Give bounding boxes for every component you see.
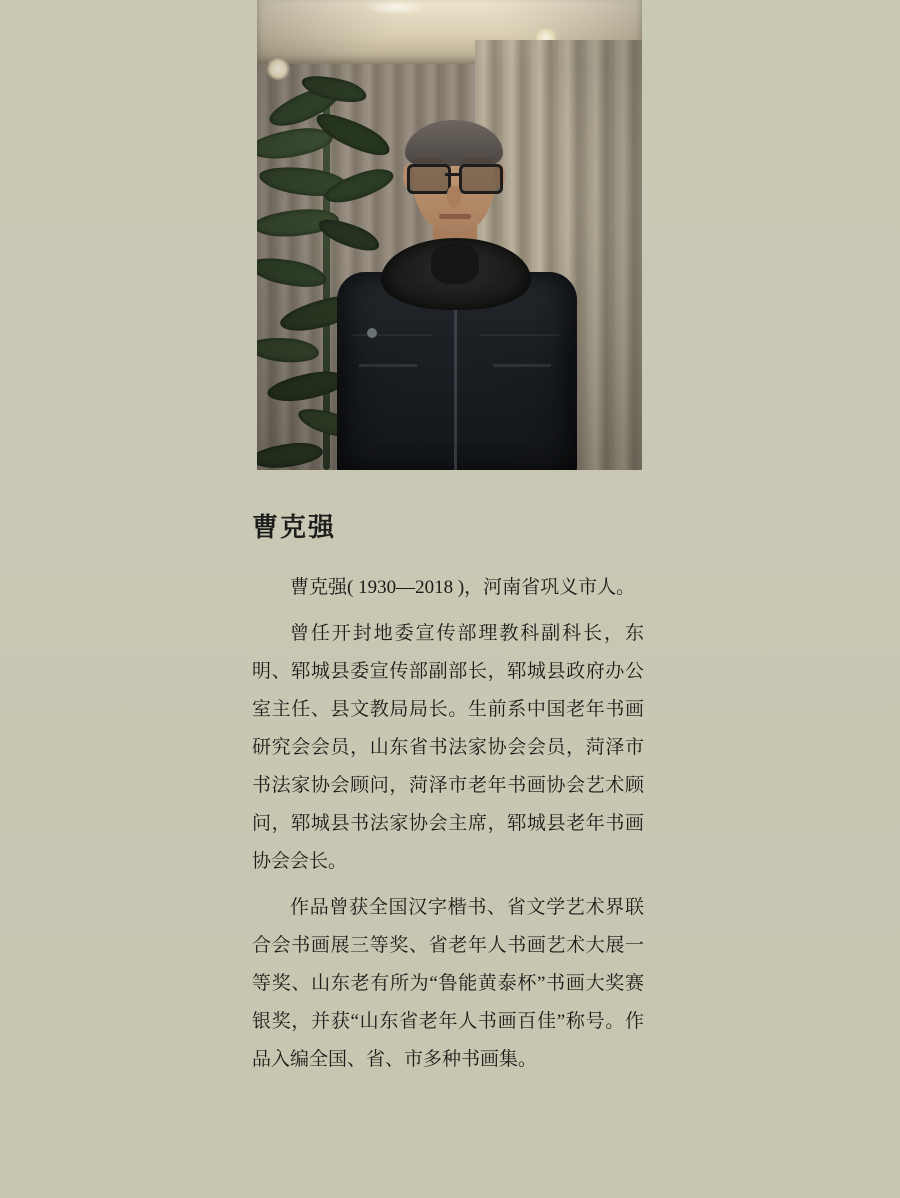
coat-seam (351, 334, 433, 336)
glasses-lens (407, 164, 451, 194)
glasses-lens (459, 164, 503, 194)
eyeglasses-icon (407, 164, 503, 188)
zipper-pull (367, 328, 377, 338)
portrait-photo (257, 0, 642, 470)
mouth (439, 214, 471, 219)
plant-leaf (257, 440, 324, 470)
photo-background (257, 0, 642, 470)
bio-paragraph: 曾任开封地委宣传部理教科副科长，东明、郓城县委宣传部副部长，郓城县政府办公室主任、县文教局局长。生前系中国老年书画研究会会员，山东省书法家协会会员，菏泽市书法家协会顾问，菏泽市老年书画协会艺术顾问，郓城县书法家协会主席，郓城县老年书画协会会长。 (252, 623, 644, 873)
nose (447, 186, 461, 208)
bio-paragraph: 曹克强( 1930—2018 )，河南省巩义市人。 (290, 577, 636, 599)
plant-leaf (257, 334, 320, 365)
eyebrow (413, 158, 443, 163)
coat-pocket (359, 364, 417, 367)
person-figure (315, 120, 595, 470)
eyebrow (463, 158, 493, 163)
ceiling-light-icon (365, 0, 425, 14)
coat-seam (479, 334, 561, 336)
page-title: 曹克强 (252, 512, 337, 542)
bio-paragraph: 作品曾获全国汉字楷书、省文学艺术界联合会书画展三等奖、省老年人书画艺术大展一等奖、山东老有所为“鲁能黄泰杯”书画大奖赛银奖，并获“山东省老年人书画百佳”称号。作品入编全国、省、市多种书画集。 (252, 897, 644, 1071)
biography-content (252, 512, 644, 1087)
collar-opening (431, 244, 479, 284)
coat-pocket (493, 364, 551, 367)
